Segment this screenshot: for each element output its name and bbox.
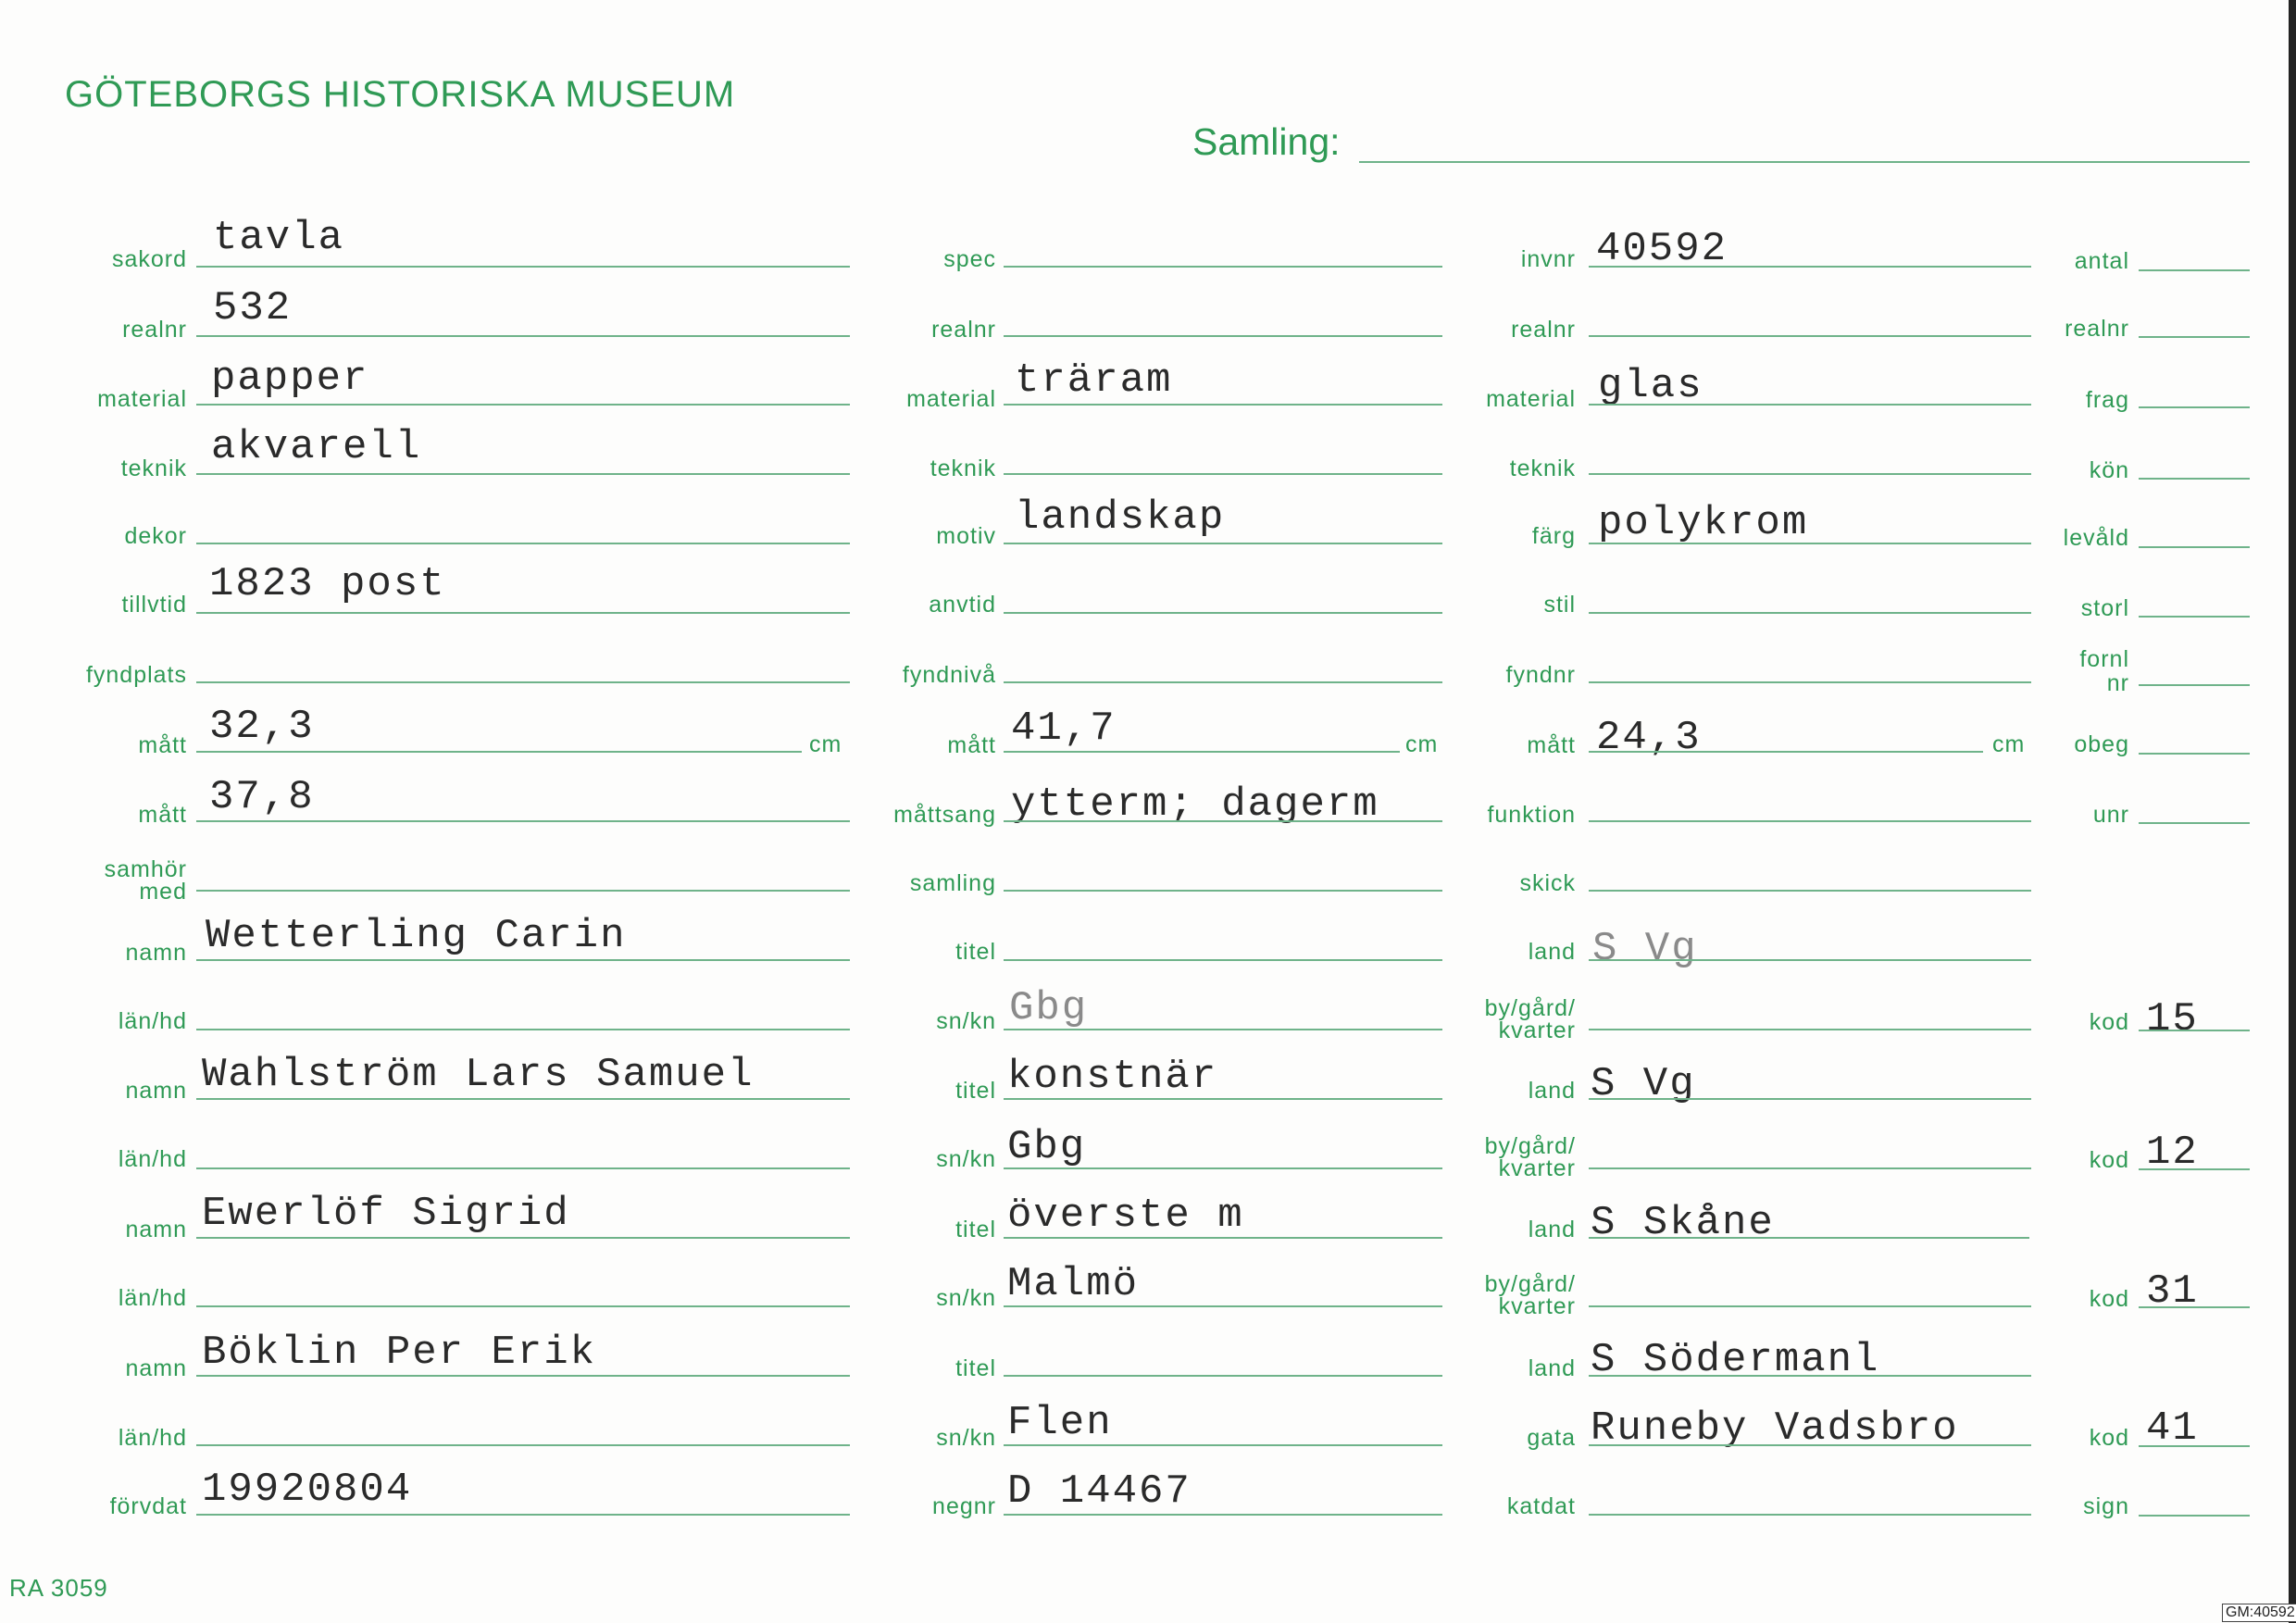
field-label: kod	[2089, 1286, 2129, 1312]
field-label: kvarter	[1498, 1017, 1576, 1043]
field-label: sn/kn	[936, 1146, 996, 1172]
field-label: namn	[125, 940, 187, 966]
field-label: by/gård/	[1484, 995, 1576, 1021]
field-label: realnr	[2065, 316, 2129, 342]
field-label: fornl	[2079, 646, 2129, 672]
field-label: titel	[955, 1355, 996, 1381]
field-label: kvarter	[1498, 1155, 1576, 1181]
field-line	[1004, 1305, 1442, 1307]
field-line	[1589, 543, 2031, 544]
field-label: teknik	[930, 456, 996, 481]
field-label: titel	[955, 939, 996, 965]
field-value[interactable]: Wetterling Carin	[206, 913, 627, 959]
field-line	[1589, 820, 2031, 822]
field-line	[1004, 959, 1442, 961]
field-label: land	[1528, 1355, 1576, 1381]
field-label: titel	[955, 1078, 996, 1104]
field-label: frag	[2085, 387, 2129, 413]
field-line	[1004, 751, 1400, 753]
field-line	[196, 266, 850, 268]
field-label: namn	[125, 1078, 187, 1104]
field-line	[1589, 751, 1983, 753]
field-label: invnr	[1520, 246, 1576, 272]
field-value[interactable]: 40592	[1596, 226, 1728, 272]
field-label: kvarter	[1498, 1293, 1576, 1319]
field-line	[196, 751, 802, 753]
archive-stamp: GM:40592	[2222, 1604, 2296, 1622]
field-value[interactable]: Wahlström Lars Samuel	[202, 1052, 755, 1098]
field-label: kod	[2089, 1425, 2129, 1451]
field-line	[1589, 1305, 2031, 1307]
field-value[interactable]: glas	[1598, 363, 1703, 409]
field-line	[196, 1237, 850, 1239]
samling-line	[1359, 161, 2250, 163]
field-line	[196, 612, 850, 614]
field-value[interactable]: 19920804	[202, 1467, 413, 1513]
field-line	[1004, 1237, 1442, 1239]
field-label: material	[97, 386, 187, 412]
field-label: mått	[138, 732, 187, 758]
field-label: mått	[1527, 732, 1576, 758]
field-value[interactable]: 41	[2146, 1405, 2199, 1452]
field-value[interactable]: Gbg	[1007, 1124, 1087, 1170]
field-value[interactable]: tavla	[213, 215, 345, 261]
field-line	[1589, 612, 2031, 614]
field-value[interactable]: S Vg	[1591, 1061, 1696, 1107]
field-line	[1589, 1375, 2031, 1377]
field-label: namn	[125, 1217, 187, 1242]
field-label: med	[139, 879, 187, 905]
field-line	[1004, 612, 1442, 614]
field-line	[1004, 890, 1442, 892]
field-line	[1589, 1098, 2031, 1100]
field-line	[1004, 1375, 1442, 1377]
field-value[interactable]: träram	[1015, 357, 1173, 404]
card-edge	[2289, 0, 2296, 1623]
field-value[interactable]: Malmö	[1007, 1261, 1140, 1307]
field-line	[1589, 959, 2031, 961]
field-line	[1004, 404, 1442, 406]
field-label: stil	[1543, 592, 1576, 618]
field-label: by/gård/	[1484, 1271, 1576, 1297]
field-label: samling	[909, 870, 996, 896]
field-label: sakord	[111, 246, 187, 272]
field-line	[1589, 1237, 2029, 1239]
field-value[interactable]: 31	[2146, 1268, 2199, 1315]
field-value[interactable]: Gbg	[1009, 985, 1089, 1031]
field-label: mått	[947, 732, 996, 758]
field-label: mått	[138, 802, 187, 828]
field-label: katdat	[1506, 1493, 1576, 1519]
field-label: färg	[1531, 523, 1576, 549]
field-label: unr	[2092, 802, 2129, 828]
field-line	[1589, 1514, 2031, 1516]
field-label: by/gård/	[1484, 1133, 1576, 1159]
field-label: realnr	[122, 317, 187, 343]
field-label: kod	[2089, 1009, 2129, 1035]
field-label: funktion	[1487, 802, 1576, 828]
field-label: land	[1528, 939, 1576, 965]
field-line	[196, 1375, 850, 1377]
field-label: realnr	[1511, 317, 1576, 343]
field-line	[1004, 1514, 1442, 1516]
field-line	[2139, 1168, 2250, 1170]
field-line	[196, 543, 850, 544]
field-line	[196, 404, 850, 406]
field-label: teknik	[1509, 456, 1576, 481]
field-line	[1589, 1167, 2031, 1169]
field-label: förvdat	[109, 1493, 187, 1519]
field-label: sn/kn	[936, 1285, 996, 1311]
field-line	[2139, 1030, 2250, 1031]
field-line	[1589, 404, 2031, 406]
field-label: land	[1528, 1217, 1576, 1242]
field-line	[2139, 1445, 2250, 1447]
field-label: motiv	[936, 523, 996, 549]
field-label: måttsang	[893, 802, 996, 828]
unit-cm: cm	[1992, 731, 2026, 757]
field-value[interactable]: 12	[2146, 1130, 2199, 1176]
field-line	[196, 1514, 850, 1516]
field-label: tillvtid	[121, 592, 187, 618]
field-value[interactable]: landskap	[1015, 494, 1226, 541]
field-value[interactable]: 532	[213, 285, 293, 331]
field-line	[196, 1167, 850, 1169]
field-value[interactable]: konstnär	[1007, 1054, 1218, 1100]
field-value[interactable]: 1823 post	[209, 561, 446, 607]
field-value[interactable]: polykrom	[1598, 500, 1809, 546]
samling-label: Samling:	[1192, 120, 1341, 163]
field-label: sn/kn	[936, 1008, 996, 1034]
field-line	[2139, 269, 2250, 271]
field-label: material	[906, 386, 996, 412]
field-value[interactable]: S Skåne	[1591, 1200, 1775, 1246]
field-label: sn/kn	[936, 1425, 996, 1451]
field-value[interactable]: överste m	[1007, 1192, 1244, 1239]
field-label: samhör	[104, 856, 187, 882]
field-label: dekor	[124, 523, 187, 549]
field-line	[2139, 478, 2250, 480]
field-label: kön	[2089, 457, 2129, 483]
field-line	[196, 890, 850, 892]
field-value[interactable]: 24,3	[1596, 715, 1702, 761]
field-line	[2139, 546, 2250, 548]
field-line	[1589, 681, 2031, 683]
field-line	[2139, 406, 2250, 408]
field-label: obeg	[2074, 731, 2129, 757]
field-line	[2139, 822, 2250, 824]
unit-cm: cm	[809, 731, 842, 757]
field-line	[196, 1029, 850, 1030]
field-line	[1004, 1167, 1442, 1169]
field-value[interactable]: 32,3	[209, 704, 315, 750]
field-line	[2139, 684, 2250, 686]
field-line	[2139, 753, 2250, 755]
field-label: fyndplats	[85, 662, 187, 688]
field-label: län/hd	[118, 1146, 187, 1172]
field-label: skick	[1519, 870, 1576, 896]
field-value[interactable]: 15	[2146, 996, 2199, 1042]
field-label: antal	[2074, 248, 2129, 274]
field-label: titel	[955, 1217, 996, 1242]
field-line	[1589, 890, 2031, 892]
field-label: negnr	[932, 1493, 996, 1519]
field-label: spec	[943, 246, 996, 272]
field-line	[196, 1305, 850, 1307]
unit-cm: cm	[1405, 731, 1439, 757]
field-line	[1004, 820, 1442, 822]
field-value[interactable]: Ewerlöf Sigrid	[202, 1191, 570, 1237]
field-label: gata	[1527, 1425, 1576, 1451]
field-line	[1004, 543, 1442, 544]
field-line	[1004, 1444, 1442, 1446]
field-line	[196, 1098, 850, 1100]
form-id: RA 3059	[9, 1574, 108, 1602]
field-value[interactable]: 41,7	[1011, 705, 1117, 752]
field-line	[1004, 266, 1442, 268]
field-label: namn	[125, 1355, 187, 1381]
field-line	[2139, 1515, 2250, 1517]
field-value[interactable]: 37,8	[209, 774, 315, 820]
field-line	[1004, 1098, 1442, 1100]
field-line	[196, 959, 850, 961]
field-label: nr	[2106, 670, 2129, 696]
field-line	[1589, 1444, 2031, 1446]
field-line	[196, 681, 850, 683]
field-line	[1589, 473, 2031, 475]
field-label: fyndnr	[1505, 662, 1576, 688]
field-line	[1589, 266, 2031, 268]
field-line	[196, 820, 850, 822]
field-value[interactable]: papper	[211, 356, 369, 402]
field-label: län/hd	[118, 1285, 187, 1311]
field-value[interactable]: S Vg	[1592, 926, 1698, 972]
field-label: anvtid	[929, 592, 996, 618]
field-value[interactable]: Flen	[1007, 1400, 1113, 1446]
field-line	[196, 1444, 850, 1446]
field-line	[2139, 1306, 2250, 1308]
field-label: material	[1486, 386, 1576, 412]
museum-title: GÖTEBORGS HISTORISKA MUSEUM	[65, 74, 736, 115]
field-line	[1004, 681, 1442, 683]
field-line	[1589, 1029, 2031, 1030]
field-value[interactable]: S Södermanl	[1591, 1337, 1880, 1383]
field-line	[1004, 473, 1442, 475]
field-label: sign	[2083, 1493, 2129, 1519]
field-value[interactable]: Runeby Vadsbro	[1591, 1405, 1959, 1452]
field-value[interactable]: D 14467	[1007, 1468, 1192, 1515]
field-value[interactable]: ytterm; dagerm	[1011, 781, 1379, 828]
field-label: storl	[2080, 595, 2129, 621]
field-value[interactable]: akvarell	[211, 424, 422, 470]
field-label: län/hd	[118, 1008, 187, 1034]
field-line	[196, 335, 850, 337]
field-label: län/hd	[118, 1425, 187, 1451]
field-label: fyndnivå	[902, 662, 996, 688]
field-value[interactable]: Böklin Per Erik	[202, 1330, 597, 1376]
field-line	[1004, 1029, 1442, 1030]
field-line	[1589, 335, 2031, 337]
field-label: kod	[2089, 1147, 2129, 1173]
field-label: teknik	[120, 456, 187, 481]
field-label: land	[1528, 1078, 1576, 1104]
field-label: levåld	[2063, 525, 2129, 551]
field-line	[2139, 336, 2250, 338]
field-label: realnr	[931, 317, 996, 343]
field-line	[1004, 335, 1442, 337]
field-line	[2139, 616, 2250, 618]
field-line	[196, 473, 850, 475]
